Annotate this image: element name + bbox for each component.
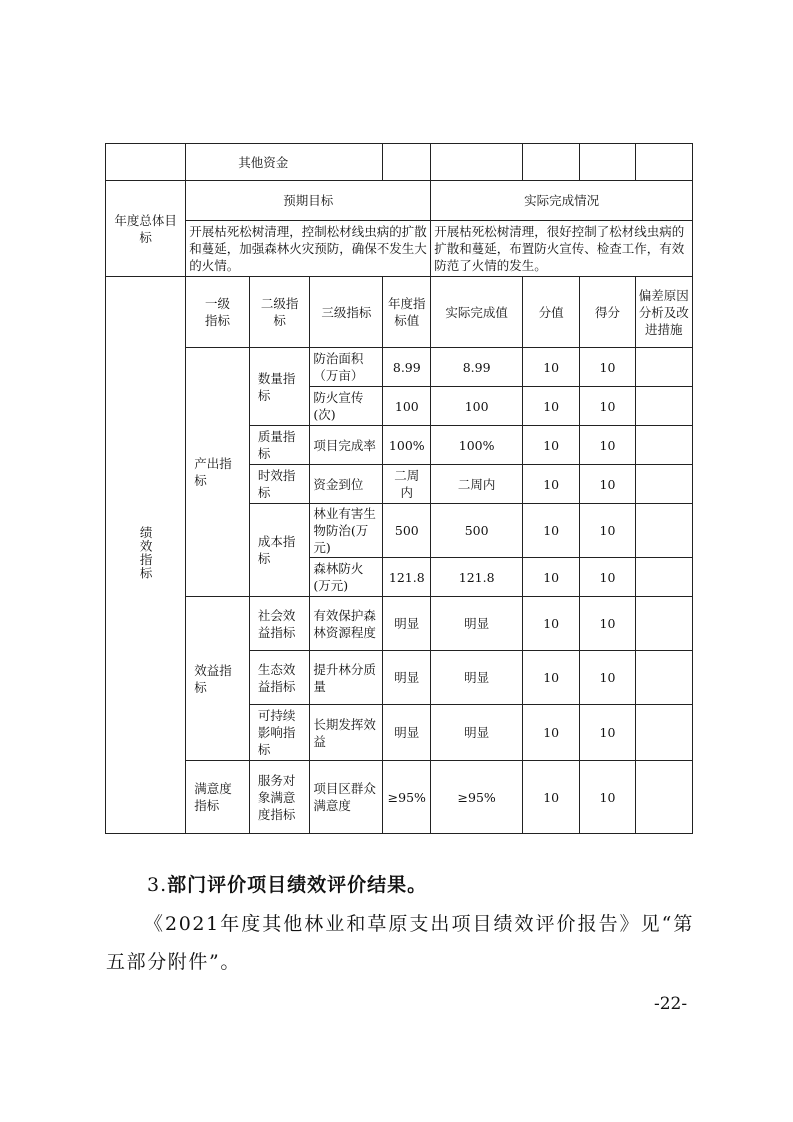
row-name: 防治面积（万亩）: [310, 348, 383, 387]
annual-goal-label: 年度总体目标: [106, 181, 186, 277]
row-score: 10: [523, 348, 580, 387]
indicator-header-row: [106, 277, 693, 348]
row-got: 10: [580, 426, 635, 465]
section-paragraph: 《2021年度其他林业和草原支出项目绩效评价报告》见“第五部分附件”。: [106, 913, 694, 973]
other-funds-row: [106, 144, 693, 181]
subgroup-timeliness: 时效指标: [249, 465, 309, 504]
performance-table: [105, 143, 693, 834]
row-dev: [635, 465, 692, 504]
header-level3: 三级指标: [310, 277, 383, 348]
row-got: 10: [580, 348, 635, 387]
other-funds-label: 其他资金: [186, 144, 383, 181]
row-score: 10: [523, 426, 580, 465]
row-dev: [635, 597, 692, 651]
row-dev: [635, 651, 692, 705]
row-score: 10: [523, 558, 580, 597]
goal-header-row: [106, 181, 693, 221]
row-name: 项目完成率: [310, 426, 383, 465]
row-target: 明显: [383, 597, 431, 651]
subgroup-eco: 生态效益指标: [249, 651, 309, 705]
page-number: -22-: [654, 994, 688, 1014]
row-actual: 明显: [431, 651, 523, 705]
subgroup-quantity: 数量指标: [249, 348, 309, 426]
row-target: 明显: [383, 651, 431, 705]
row-score: 10: [523, 465, 580, 504]
row-actual: 明显: [431, 705, 523, 761]
table-row: [106, 761, 693, 834]
table-row: [106, 348, 693, 387]
row-name: 有效保护森林资源程度: [310, 597, 383, 651]
row-actual: ≥95%: [431, 761, 523, 834]
row-score: 10: [523, 705, 580, 761]
row-target: 明显: [383, 705, 431, 761]
header-level1: 一级指标: [186, 277, 250, 348]
row-target: 121.8: [383, 558, 431, 597]
row-name: 项目区群众满意度: [310, 761, 383, 834]
row-actual: 100%: [431, 426, 523, 465]
perf-label-cell: [106, 277, 186, 834]
row-dev: [635, 504, 692, 558]
row-name: 防火宣传(次): [310, 387, 383, 426]
row-dev: [635, 705, 692, 761]
row-dev: [635, 348, 692, 387]
subgroup-quality: 质量指标: [249, 426, 309, 465]
row-target: ≥95%: [383, 761, 431, 834]
row-got: 10: [580, 761, 635, 834]
perf-label: 绩效指标: [138, 526, 154, 580]
row-score: 10: [523, 651, 580, 705]
row-score: 10: [523, 387, 580, 426]
row-actual: 100: [431, 387, 523, 426]
row-dev: [635, 426, 692, 465]
row-target: 100%: [383, 426, 431, 465]
expected-goal-header: 预期目标: [186, 181, 431, 221]
subgroup-cost: 成本指标: [249, 504, 309, 597]
subgroup-service: 服务对象满意度指标: [249, 761, 309, 834]
table-row: [106, 597, 693, 651]
section-title: 部门评价项目绩效评价结果。: [167, 874, 428, 896]
row-score: 10: [523, 597, 580, 651]
section-number: 3.: [147, 874, 168, 896]
row-dev: [635, 761, 692, 834]
row-target: 二周内: [383, 465, 431, 504]
group-satisfaction: 满意度指标: [186, 761, 250, 834]
row-dev: [635, 558, 692, 597]
subgroup-social: 社会效益指标: [249, 597, 309, 651]
header-annual-value: 年度指标值: [383, 277, 431, 348]
row-target: 8.99: [383, 348, 431, 387]
actual-header: 实际完成情况: [431, 181, 693, 221]
actual-text: 开展枯死松树清理，很好控制了松材线虫病的扩散和蔓延，布置防火宣传、检查工作，有效防范了火情的发生。: [431, 221, 693, 277]
header-score-got: 得分: [580, 277, 635, 348]
row-got: 10: [580, 387, 635, 426]
expected-goal-text: 开展枯死松树清理，控制松材线虫病的扩散和蔓延，加强森林火灾预防，确保不发生大的火情。: [186, 221, 431, 277]
row-got: 10: [580, 465, 635, 504]
row-target: 500: [383, 504, 431, 558]
row-score: 10: [523, 504, 580, 558]
group-benefit: 效益指标: [186, 597, 250, 761]
subgroup-sustain: 可持续影响指标: [249, 705, 309, 761]
row-name: 长期发挥效益: [310, 705, 383, 761]
row-name: 林业有害生物防治(万元): [310, 504, 383, 558]
row-name: 资金到位: [310, 465, 383, 504]
row-actual: 8.99: [431, 348, 523, 387]
row-actual: 明显: [431, 597, 523, 651]
row-got: 10: [580, 504, 635, 558]
header-level2: 二级指标: [249, 277, 309, 348]
row-score: 10: [523, 761, 580, 834]
row-actual: 500: [431, 504, 523, 558]
row-got: 10: [580, 651, 635, 705]
row-name: 提升林分质量: [310, 651, 383, 705]
section-heading: [147, 870, 427, 897]
row-actual: 二周内: [431, 465, 523, 504]
goal-text-row: [106, 221, 693, 277]
row-name: 森林防火(万元): [310, 558, 383, 597]
row-target: 100: [383, 387, 431, 426]
row-actual: 121.8: [431, 558, 523, 597]
row-got: 10: [580, 705, 635, 761]
header-deviation: 偏差原因分析及改进措施: [635, 277, 692, 348]
group-output: 产出指标: [186, 348, 250, 597]
header-score-value: 分值: [523, 277, 580, 348]
header-actual-value: 实际完成值: [431, 277, 523, 348]
row-dev: [635, 387, 692, 426]
row-got: 10: [580, 597, 635, 651]
row-got: 10: [580, 558, 635, 597]
